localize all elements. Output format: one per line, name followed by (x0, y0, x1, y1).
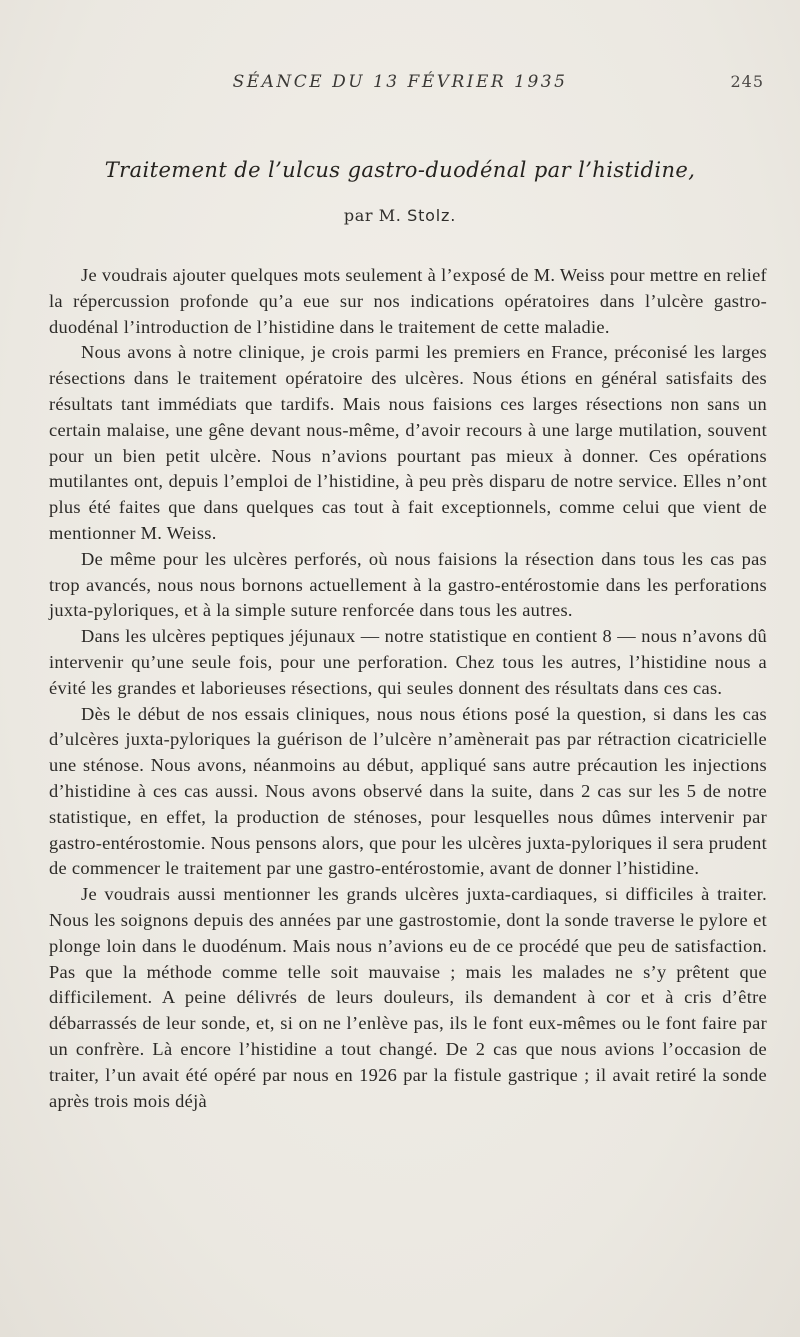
page-number: 245 (730, 72, 764, 91)
paragraph: Nous avons à notre clinique, je crois parmi les premiers en France, préconisé les larges résections dans le traitement opératoire des ulcères. Nous étions en général satisfaits des résultats tant immédiats que tardifs. Mais nous faisions ces larges résections non sans un certain malaise, une gêne devant nous-même, d’avoir recours à une large mutilation, souvent pour un bien petit ulcère. Nous n’avions pourtant pas mieux à donner. Ces opérations mutilantes ont, depuis l’emploi de l’histidine, à peu près disparu de notre service. Elles n’ont plus été faites que dans quelques cas tout à fait exceptionnels, comme celui que vient de mentionner M. Weiss. (49, 342, 767, 543)
paragraph: Dans les ulcères peptiques jéjunaux — notre statistique en contient 8 — nous n’avons dû intervenir qu’une seule fois, pour une perforation. Chez tous les autres, l’histidine nous a évité les grandes et laborieuses résections, qui seules donnent des résultats dans ces cas. (49, 626, 767, 698)
byline (0, 206, 800, 225)
byline-author: Stolz. (407, 206, 457, 225)
paragraph: Je voudrais aussi mentionner les grands ulcères juxta-cardiaques, si difficiles à traiter. Nous les soignons depuis des années par une gastrostomie, dont la sonde traverse le pylore et plonge loin dans le duodénum. Mais nous n’avions eu de ce procédé que peu de satisfaction. Pas que la méthode comme telle soit mauvaise ; mais les malades ne s’y prêtent que difficilement. A peine délivrés de leurs douleurs, ils demandent à cor et à cris d’être débarrassés de leur sonde, et, si on ne l’enlève pas, ils le font eux-mêmes ou le font faire par un confrère. Là encore l’histidine a tout changé. De 2 cas que nous avions l’occasion de traiter, l’un avait été opéré par nous en 1926 par la fistule gastrique ; il avait retiré la sonde après trois mois déjà (49, 884, 767, 1111)
article-title: Traitement de l’ulcus gastro-duodénal par l’histidine, (104, 158, 696, 182)
paragraph: Je voudrais ajouter quelques mots seulement à l’exposé de M. Weiss pour mettre en relief la répercussion profonde qu’a eue sur nos indications opératoires dans l’ulcère gastro-duodénal l’introduction de l’histidine dans le traitement de cette maladie. (49, 265, 767, 337)
running-title: SÉANCE DU 13 FÉVRIER 1935 (232, 72, 568, 92)
byline-prefix: par M. (343, 206, 402, 225)
paragraph: Dès le début de nos essais cliniques, nous nous étions posé la question, si dans les cas d’ulcères juxta-pyloriques la guérison de l’ulcère n’amènerait pas par rétraction cicatricielle une sténose. Nous avons, néanmoins au début, appliqué sans autre précaution les injections d’histidine à ces cas aussi. Nous avons observé dans la suite, dans 2 cas sur les 5 de notre statistique, en effet, la production de sténoses, pour lesquelles nous dûmes intervenir par gastro-entérostomie. Nous pensons alors, que pour les ulcères juxta-pyloriques il sera prudent de commencer le traitement par une gastro-entérostomie, avant de donner l’histidine. (49, 703, 767, 879)
article-body (49, 263, 767, 1114)
running-head (0, 72, 800, 96)
paragraph: De même pour les ulcères perforés, où nous faisions la résection dans tous les cas pas trop avancés, nous nous bornons actuellement à la gastro-entérostomie dans les perforations juxta-pyloriques, et à la simple suture renforcée dans tous les autres. (49, 548, 767, 621)
